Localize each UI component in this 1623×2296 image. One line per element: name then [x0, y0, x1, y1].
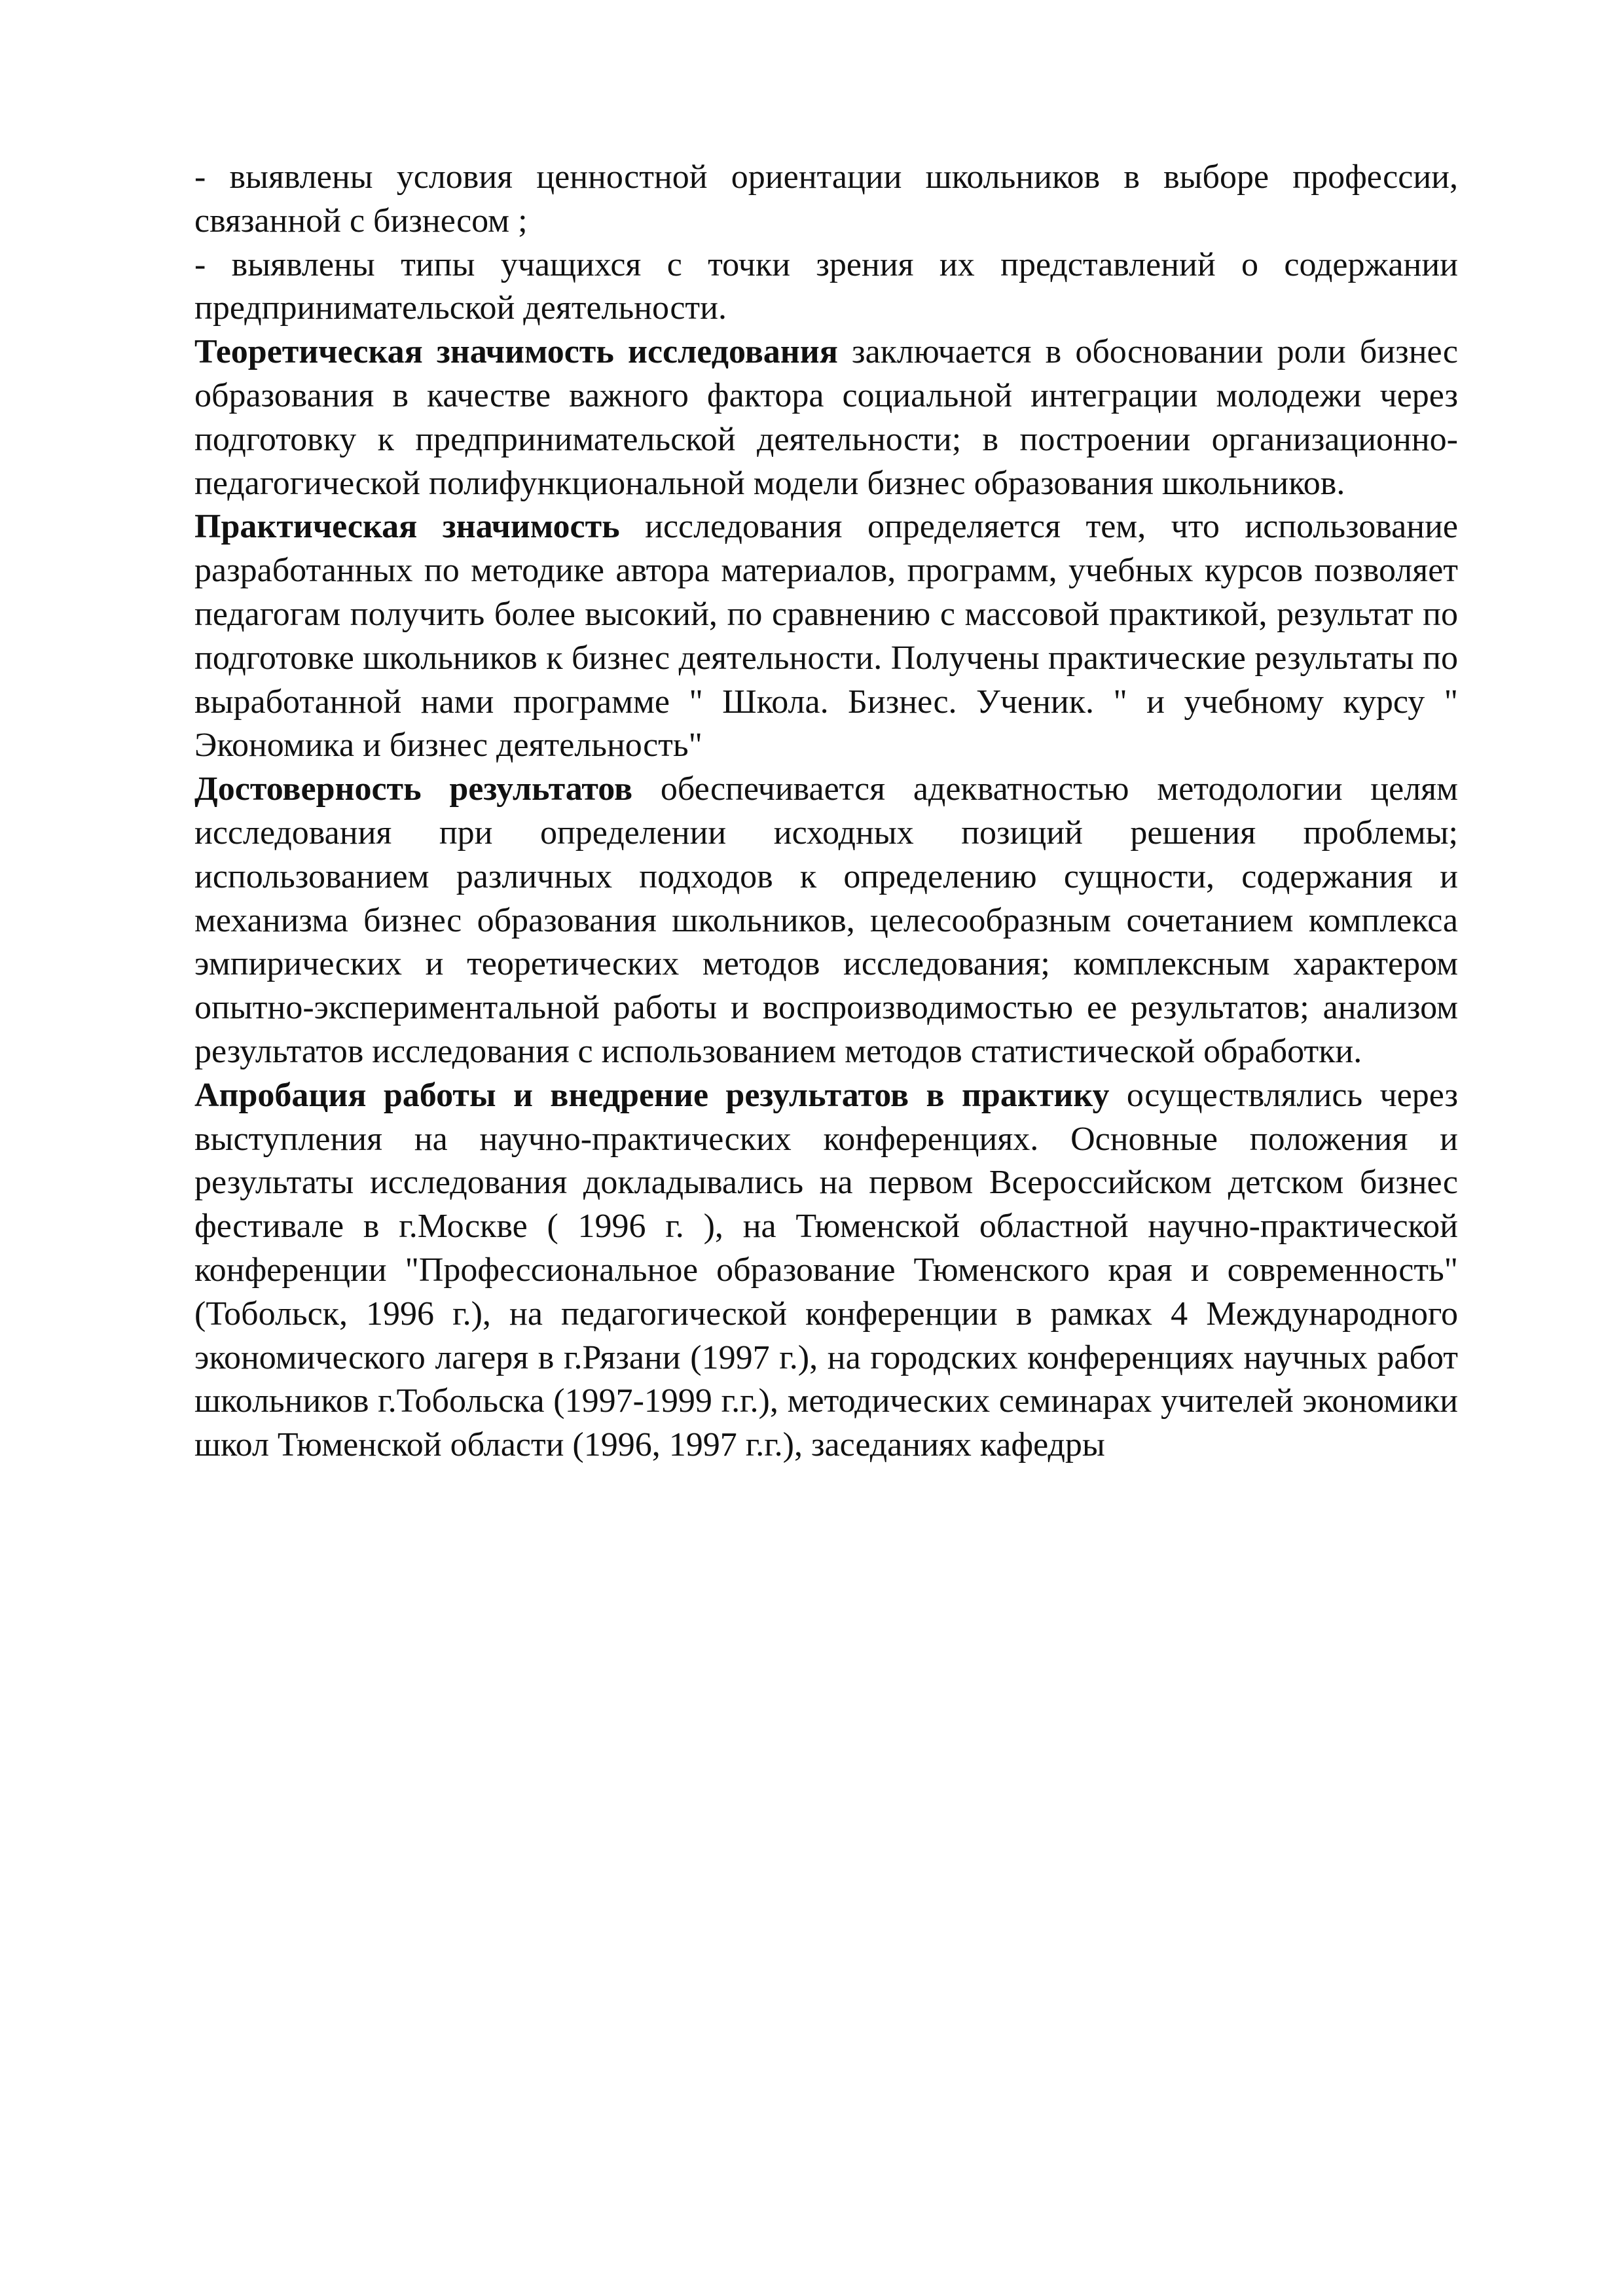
paragraph-text: осуществлялись через выступления на научно-практических конференциях. Основные положения и результаты исследования докладывались на первом Всероссийском детском бизнес фестивале в г.Москве ( 1996 г. ), на Тюменской областной научно-практической конференции "Профессиональное образование Тюменского края и современность" (Тобольск, 1996 г.), на педагогической конференции в рамках 4 Международного экономического лагеря в г.Рязани (1997 г.), на городских конференциях научных работ школьников г.Тобольска (1997-1999 г.г.), методических семинарах учителей экономики школ Тюменской области (1996, 1997 г.г.), заседаниях кафедры [194, 1076, 1458, 1464]
paragraph-text: - выявлены условия ценностной ориентации школьников в выборе профессии, связанной с бизнесом ; [194, 158, 1458, 240]
paragraph-heading: Апробация работы и внедрение результатов в практику [194, 1076, 1110, 1114]
paragraph-approbation [194, 1074, 1458, 1467]
bullet-paragraph-student-types [194, 243, 1458, 331]
bullet-paragraph-value-orientation [194, 156, 1458, 243]
paragraph-text: обеспечивается адекватностью методологии целям исследования при определении исходных позиций решения проблемы; использованием различных подходов к определению сущности, содержания и механизма бизнес образования школьников, целесообразным сочетанием комплекса эмпирических и теоретических методов исследования; комплексным характером опытно-экспериментальной работы и воспроизводимостью ее результатов; анализом результатов исследования с использованием методов статистической обработки. [194, 770, 1458, 1070]
paragraph-text: исследования определяется тем, что использование разработанных по методике автора материалов, программ, учебных курсов позволяет педагогам получить более высокий, по сравнению с массовой практикой, результат по подготовке школьников к бизнес деятельности. Получены практические результаты по выработанной нами программе " Школа. Бизнес. Ученик. " и учебному курсу " Экономика и бизнес деятельность" [194, 508, 1458, 764]
paragraph-heading: Достоверность результатов [194, 770, 633, 808]
paragraph-text: заключается в обосновании роли бизнес образования в качестве важного фактора социальной интеграции молодежи через подготовку к предпринимательской деятельности; в построении организационно-педагогической полифункциональной модели бизнес образования школьников. [194, 333, 1458, 502]
document-body [194, 156, 1458, 1467]
paragraph-theoretical-significance [194, 331, 1458, 505]
paragraph-reliability [194, 768, 1458, 1074]
paragraph-text: - выявлены типы учащихся с точки зрения их представлений о содержании предпринимательской деятельности. [194, 245, 1458, 327]
paragraph-practical-significance [194, 505, 1458, 768]
paragraph-heading: Теоретическая значимость исследования [194, 333, 838, 371]
paragraph-heading: Практическая значимость [194, 508, 620, 546]
